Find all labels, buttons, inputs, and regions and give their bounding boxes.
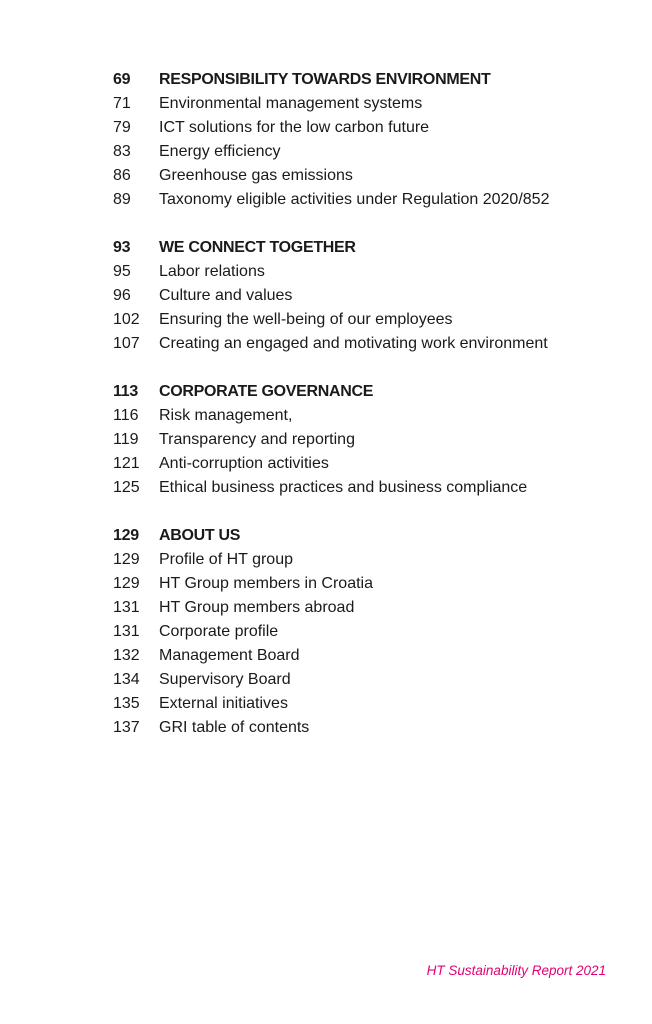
entry-page-number: 131: [113, 623, 140, 640]
toc-entry[interactable]: [113, 92, 613, 116]
toc-entry[interactable]: [113, 452, 613, 476]
entry-title: Profile of HT group: [159, 551, 293, 568]
toc-entry[interactable]: [113, 404, 613, 428]
entry-title: HT Group members abroad: [159, 599, 355, 616]
entry-page-number: 107: [113, 335, 140, 352]
entry-page-number: 134: [113, 671, 140, 688]
toc-entry[interactable]: [113, 260, 613, 284]
entry-title: Culture and values: [159, 287, 293, 304]
entry-page-number: 132: [113, 647, 140, 664]
toc-entry[interactable]: [113, 692, 613, 716]
section-title: CORPORATE GOVERNANCE: [159, 383, 374, 400]
toc-entry[interactable]: [113, 116, 613, 140]
section-title: ABOUT US: [159, 527, 241, 544]
toc-entry[interactable]: [113, 620, 613, 644]
toc-entry[interactable]: [113, 164, 613, 188]
entry-page-number: 131: [113, 599, 140, 616]
toc-entry[interactable]: [113, 284, 613, 308]
toc-section: [113, 236, 613, 356]
section-heading[interactable]: [113, 236, 613, 260]
section-page-number: 129: [113, 527, 139, 544]
entry-title: Taxonomy eligible activities under Regulation 2020/852: [159, 191, 550, 208]
toc-entry[interactable]: [113, 332, 613, 356]
toc-entry[interactable]: [113, 548, 613, 572]
section-page-number: 69: [113, 71, 131, 88]
entry-title: GRI table of contents: [159, 719, 310, 736]
entry-title: Corporate profile: [159, 623, 279, 640]
entry-title: Management Board: [159, 647, 300, 664]
section-title: RESPONSIBILITY TOWARDS ENVIRONMENT: [159, 71, 491, 88]
section-page-number: 113: [113, 383, 138, 400]
entry-page-number: 83: [113, 143, 131, 160]
entry-title: External initiatives: [159, 695, 288, 712]
entry-page-number: 96: [113, 287, 131, 304]
section-heading[interactable]: [113, 524, 613, 548]
entry-title: Environmental management systems: [159, 95, 423, 112]
entry-page-number: 116: [113, 407, 139, 424]
toc-entry[interactable]: [113, 596, 613, 620]
entry-page-number: 89: [113, 191, 131, 208]
toc-section: [113, 380, 613, 500]
entry-title: Creating an engaged and motivating work environment: [159, 335, 548, 352]
entry-title: ICT solutions for the low carbon future: [159, 119, 430, 136]
toc-section: [113, 68, 613, 212]
section-page-number: 93: [113, 239, 131, 256]
entry-title: Risk management,: [159, 407, 293, 424]
entry-page-number: 137: [113, 719, 140, 736]
entry-page-number: 102: [113, 311, 140, 328]
entry-page-number: 121: [113, 455, 140, 472]
entry-title: Energy efficiency: [159, 143, 281, 160]
toc-entry[interactable]: [113, 308, 613, 332]
toc-entry[interactable]: [113, 476, 613, 500]
entry-page-number: 86: [113, 167, 131, 184]
entry-page-number: 119: [113, 431, 139, 448]
toc-entry[interactable]: [113, 572, 613, 596]
entry-page-number: 129: [113, 575, 140, 592]
section-heading[interactable]: [113, 68, 613, 92]
toc-entry[interactable]: [113, 140, 613, 164]
entry-page-number: 95: [113, 263, 131, 280]
entry-page-number: 129: [113, 551, 140, 568]
entry-page-number: 135: [113, 695, 140, 712]
toc-section: [113, 524, 613, 740]
toc-entry[interactable]: [113, 428, 613, 452]
entry-title: Labor relations: [159, 263, 265, 280]
entry-title: Anti-corruption activities: [159, 455, 329, 472]
entry-title: Greenhouse gas emissions: [159, 167, 353, 184]
toc-entry[interactable]: [113, 716, 613, 740]
entry-title: Supervisory Board: [159, 671, 291, 688]
entry-page-number: 71: [113, 95, 131, 112]
table-of-contents: [113, 68, 613, 764]
entry-page-number: 79: [113, 119, 131, 136]
toc-entry[interactable]: [113, 188, 613, 212]
entry-title: Ethical business practices and business compliance: [159, 479, 528, 496]
section-title: WE CONNECT TOGETHER: [159, 239, 356, 256]
report-footer: HT Sustainability Report 2021: [426, 963, 606, 978]
entry-page-number: 125: [113, 479, 140, 496]
entry-title: Ensuring the well-being of our employees: [159, 311, 453, 328]
section-heading[interactable]: [113, 380, 613, 404]
toc-entry[interactable]: [113, 644, 613, 668]
entry-title: Transparency and reporting: [159, 431, 355, 448]
toc-entry[interactable]: [113, 668, 613, 692]
entry-title: HT Group members in Croatia: [159, 575, 373, 592]
